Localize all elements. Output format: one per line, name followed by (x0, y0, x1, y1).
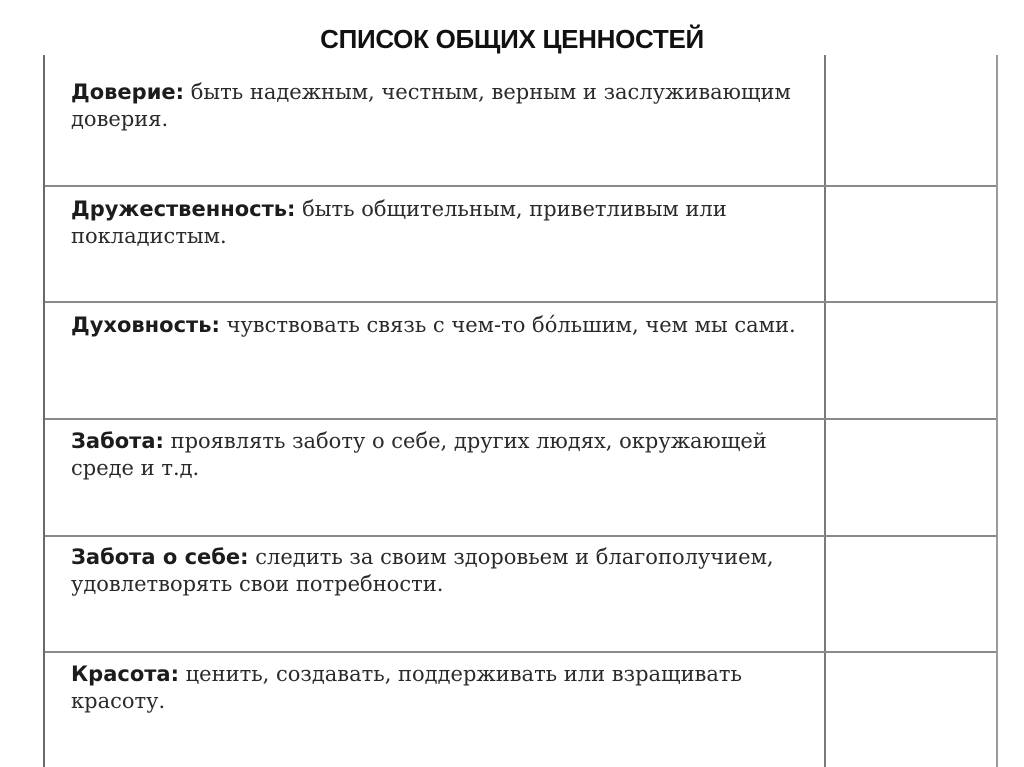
value-term: Духовность: (71, 313, 220, 337)
value-row-care (71, 428, 811, 482)
value-term: Дружественность: (71, 197, 296, 221)
value-term: Красота: (71, 662, 179, 686)
value-term: Доверие: (71, 80, 185, 104)
value-description: чувствовать связь с чем-то бóльшим, чем мы сами. (219, 313, 796, 337)
value-term: Забота о себе: (71, 545, 249, 569)
row-divider (45, 418, 996, 420)
row-divider (45, 301, 996, 303)
column-divider (824, 55, 826, 767)
values-table (43, 55, 998, 767)
value-row-beauty (71, 661, 811, 715)
value-description: быть надежным, честным, верным и заслуживающим доверия. (71, 80, 791, 131)
row-divider (45, 535, 996, 537)
value-row-friendliness (71, 196, 811, 250)
row-divider (45, 651, 996, 653)
value-row-trust (71, 79, 811, 133)
value-term: Забота: (71, 429, 164, 453)
value-description: быть общительным, приветливым или покладистым. (71, 197, 727, 248)
value-description: ценить, создавать, поддерживать или взращивать красоту. (71, 662, 742, 713)
value-row-spirituality (71, 312, 811, 339)
value-row-self-care (71, 544, 811, 598)
page-title: СПИСОК ОБЩИХ ЦЕННОСТЕЙ (320, 24, 704, 54)
value-description: следить за своим здоровьем и благополучием, удовлетворять свои потребности. (71, 545, 774, 596)
value-description: проявлять заботу о себе, других людях, окружающей среде и т.д. (71, 429, 767, 480)
row-divider (45, 185, 996, 187)
